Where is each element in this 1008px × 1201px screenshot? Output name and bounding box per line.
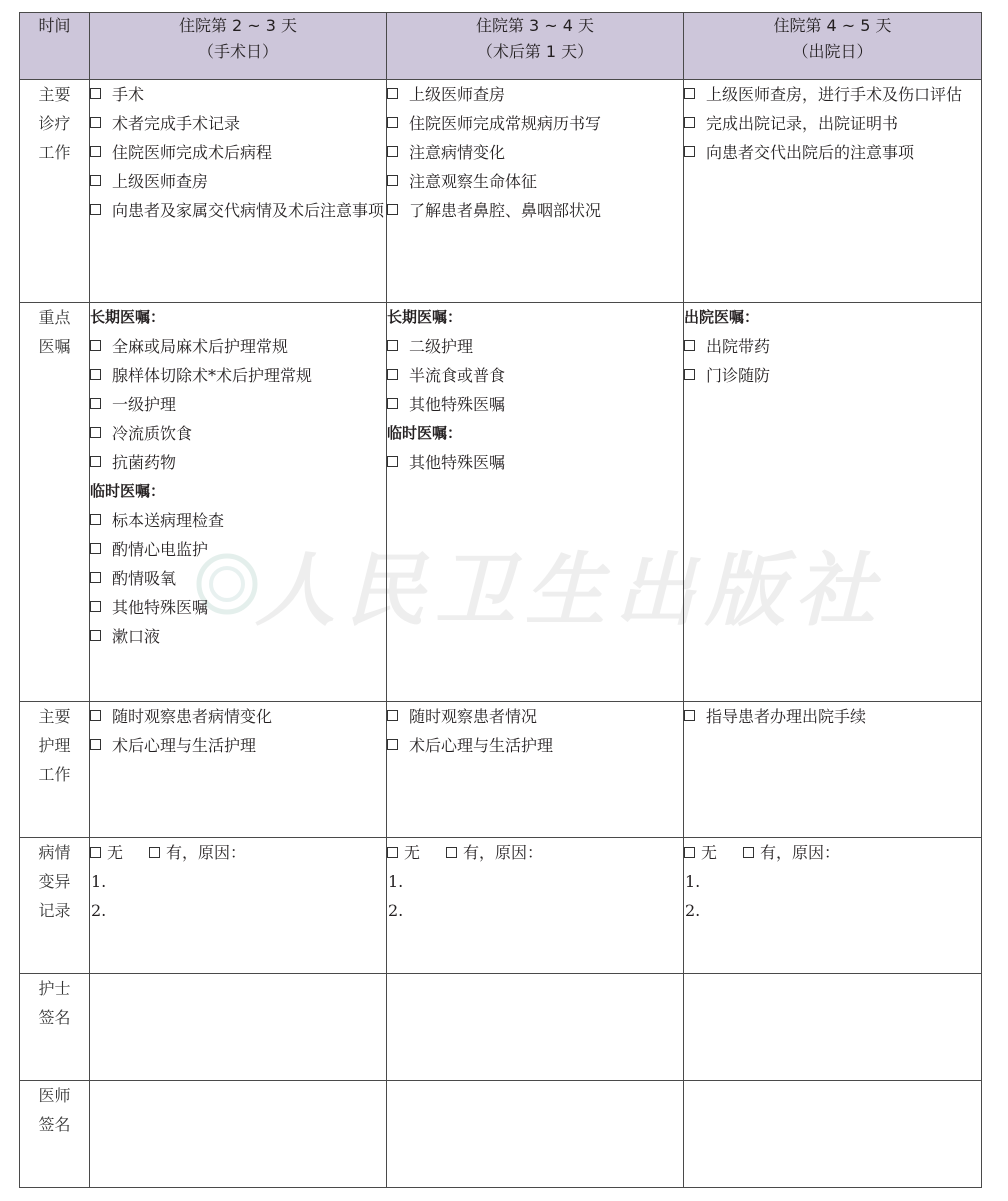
orders-label: 重点 医嘱 [20,303,90,702]
checklist-item[interactable]: 向患者及家属交代病情及术后注意事项 [90,196,386,225]
nurse-signature-day-2-3[interactable] [90,974,387,1081]
diagnosis-day-2-3 [90,80,387,303]
orders-day-4-5 [684,303,982,702]
checkbox-icon[interactable] [90,601,101,612]
doctor-signature-label: 医师 签名 [20,1081,90,1188]
checkbox-icon[interactable] [387,456,398,467]
checkbox-icon[interactable] [387,88,398,99]
variation-choice: 无 有，原因： [684,838,981,867]
reason-line-2[interactable]: 2. [91,901,107,920]
checklist-item[interactable]: 注意病情变化 [387,138,683,167]
yes-checkbox[interactable] [446,847,457,858]
checklist-item[interactable]: 手术 [90,80,386,109]
checkbox-icon[interactable] [387,204,398,215]
checkbox-icon[interactable] [90,117,101,128]
checklist-item[interactable]: 上级医师查房，进行手术及伤口评估 [684,80,981,109]
checkbox-icon[interactable] [90,427,101,438]
checkbox-icon[interactable] [90,739,101,750]
header-day-4-5: 住院第 4 ~ 5 天 （出院日） [684,13,982,80]
orders-row [20,303,982,702]
checklist-item[interactable]: 出院带药 [684,332,981,361]
doctor-signature-day-3-4[interactable] [387,1081,684,1188]
variation-day-3-4 [387,838,684,974]
checklist-item[interactable]: 全麻或局麻术后护理常规 [90,332,386,361]
checklist-item[interactable]: 其他特殊医嘱 [90,593,386,622]
checkbox-icon[interactable] [684,88,695,99]
orders-day-3-4 [387,303,684,702]
nurse-signature-row [20,974,982,1081]
checklist-item[interactable]: 指导患者办理出院手续 [684,702,981,731]
checklist-item[interactable]: 术后心理与生活护理 [90,731,386,760]
checkbox-icon[interactable] [387,739,398,750]
checkbox-icon[interactable] [90,204,101,215]
checkbox-icon[interactable] [90,514,101,525]
variation-day-4-5 [684,838,982,974]
clinical-pathway-table [19,12,982,1188]
reason-line-2[interactable]: 2. [685,901,701,920]
header-day-2-3: 住院第 2 ~ 3 天 （手术日） [90,13,387,80]
checkbox-icon[interactable] [387,398,398,409]
checklist-item[interactable]: 腺样体切除术*术后护理常规 [90,361,386,390]
header-time: 时间 [20,13,90,80]
checkbox-icon[interactable] [90,630,101,641]
checkbox-icon[interactable] [90,572,101,583]
variation-choice: 无 有，原因： [90,838,386,867]
checkbox-icon[interactable] [90,543,101,554]
checklist-item[interactable]: 上级医师查房 [90,167,386,196]
checkbox-icon[interactable] [387,340,398,351]
doctor-signature-day-4-5[interactable] [684,1081,982,1188]
long-term-orders-heading: 长期医嘱： [90,308,166,326]
checkbox-icon[interactable] [387,175,398,186]
diagnosis-day-4-5 [684,80,982,303]
diagnosis-day-3-4 [387,80,684,303]
reason-line-2[interactable]: 2. [388,901,404,920]
checkbox-icon[interactable] [387,710,398,721]
diagnosis-row [20,80,982,303]
checkbox-icon[interactable] [684,146,695,157]
nursing-day-4-5 [684,702,982,838]
none-checkbox[interactable] [90,847,101,858]
checklist-item[interactable]: 上级医师查房 [387,80,683,109]
checklist-item[interactable]: 其他特殊医嘱 [387,390,683,419]
diagnosis-label: 主要 诊疗 工作 [20,80,90,303]
none-checkbox[interactable] [684,847,695,858]
watermark-text: 人民卫生出版社 [255,543,885,637]
checkbox-icon[interactable] [90,175,101,186]
checklist-item[interactable]: 半流食或普食 [387,361,683,390]
long-term-orders-heading: 长期医嘱： [387,308,463,326]
checklist-item[interactable]: 术后心理与生活护理 [387,731,683,760]
yes-checkbox[interactable] [743,847,754,858]
checklist-item[interactable]: 漱口液 [90,622,386,651]
checkbox-icon[interactable] [90,710,101,721]
nurse-signature-day-4-5[interactable] [684,974,982,1081]
temporary-orders-heading: 临时医嘱： [387,424,463,442]
doctor-signature-day-2-3[interactable] [90,1081,387,1188]
checklist-item[interactable]: 住院医师完成术后病程 [90,138,386,167]
yes-checkbox[interactable] [149,847,160,858]
checklist-item[interactable]: 住院医师完成常规病历书写 [387,109,683,138]
checkbox-icon[interactable] [684,117,695,128]
checkbox-icon[interactable] [90,146,101,157]
variation-day-2-3 [90,838,387,974]
variation-choice: 无 有，原因： [387,838,683,867]
checkbox-icon[interactable] [90,340,101,351]
variation-row [20,838,982,974]
checklist-item[interactable]: 其他特殊医嘱 [387,448,683,477]
checklist-item[interactable]: 向患者交代出院后的注意事项 [684,138,981,167]
checklist-item[interactable]: 了解患者鼻腔、鼻咽部状况 [387,196,683,225]
orders-day-2-3 [90,303,387,702]
checklist-item[interactable]: 门诊随防 [684,361,981,390]
checklist-item[interactable]: 一级护理 [90,390,386,419]
nurse-signature-label: 护士 签名 [20,974,90,1081]
checklist-item[interactable]: 酌情心电监护 [90,535,386,564]
checklist-item[interactable]: 随时观察患者情况 [387,702,683,731]
header-day-3-4: 住院第 3 ~ 4 天 （术后第 1 天） [387,13,684,80]
checklist-item[interactable]: 完成出院记录，出院证明书 [684,109,981,138]
reason-line-1[interactable]: 1. [388,872,404,891]
checkbox-icon[interactable] [90,369,101,380]
nursing-day-2-3 [90,702,387,838]
temporary-orders-heading: 临时医嘱： [90,482,166,500]
nursing-label: 主要 护理 工作 [20,702,90,838]
none-checkbox[interactable] [387,847,398,858]
checkbox-icon[interactable] [684,710,695,721]
checkbox-icon[interactable] [387,369,398,380]
nursing-day-3-4 [387,702,684,838]
checkbox-icon[interactable] [684,369,695,380]
checklist-item[interactable]: 二级护理 [387,332,683,361]
checklist-item[interactable]: 注意观察生命体征 [387,167,683,196]
checklist-item[interactable]: 术者完成手术记录 [90,109,386,138]
nursing-row [20,702,982,838]
checklist-item[interactable]: 标本送病理检查 [90,506,386,535]
checklist-item[interactable]: 酌情吸氧 [90,564,386,593]
checklist-item[interactable]: 随时观察患者病情变化 [90,702,386,731]
nurse-signature-day-3-4[interactable] [387,974,684,1081]
checkbox-icon[interactable] [90,88,101,99]
checkbox-icon[interactable] [387,117,398,128]
header-row [20,13,982,80]
doctor-signature-row [20,1081,982,1188]
checkbox-icon[interactable] [387,146,398,157]
reason-line-1[interactable]: 1. [685,872,701,891]
checklist-item[interactable]: 冷流质饮食 [90,419,386,448]
checkbox-icon[interactable] [684,340,695,351]
checkbox-icon[interactable] [90,456,101,467]
checklist-item[interactable]: 抗菌药物 [90,448,386,477]
variation-label: 病情 变异 记录 [20,838,90,974]
reason-line-1[interactable]: 1. [91,872,107,891]
checkbox-icon[interactable] [90,398,101,409]
discharge-orders-heading: 出院医嘱： [684,308,760,326]
